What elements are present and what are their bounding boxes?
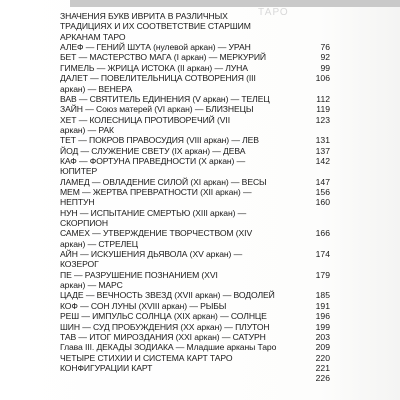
- toc-line: [0, 21, 400, 31]
- toc-line: [0, 135, 400, 145]
- toc-entry-text: аркан) — СТРЕЛЕЦ: [60, 238, 139, 249]
- toc-entry-text: КОФ — СОН ЛУНЫ (XVIII аркан) — РЫБЫ: [60, 300, 227, 311]
- toc-entry-text: РЕШ — ИМПУЛЬС СОЛНЦА (XIX аркан) — СОЛНЦЕ: [60, 311, 267, 322]
- toc-entry-text: АРКАНАМ ТАРО: [60, 31, 126, 42]
- toc-page-number: 174: [315, 249, 330, 259]
- toc-line: [0, 104, 400, 114]
- toc-line: [0, 373, 400, 383]
- toc-line: [0, 115, 400, 125]
- toc-line: [0, 280, 400, 290]
- toc-entry-text: ГИМЕЛЬ — ЖРИЦА ИСТОКА (II аркан) — ЛУНА: [60, 62, 248, 73]
- toc-page-number: 191: [315, 300, 330, 311]
- toc-line: [0, 239, 400, 249]
- toc-entry-text: аркан) — ВЕНЕРА: [60, 83, 133, 94]
- toc-entry-text: аркан) — МАРС: [60, 280, 123, 291]
- toc-entry-text: САМЕХ — УТВЕРЖДЕНИЕ ТВОРЧЕСТВОМ (XIV: [60, 228, 253, 239]
- toc-entry-text: ТАВ — ИТОГ МИРОЗДАНИЯ (XXI аркан) — САТУРН: [60, 331, 266, 342]
- toc-line: [0, 197, 400, 207]
- toc-entry-text: ЗНАЧЕНИЯ БУКВ ИВРИТА В РАЗЛИЧНЫХ: [60, 11, 228, 21]
- toc-entry-text: ЗАЙН — Союз матерей (VI аркан) — БЛИЗНЕЦЫ: [60, 104, 254, 115]
- toc-page-number: 220: [315, 352, 330, 363]
- toc-line: [0, 363, 400, 373]
- toc-page-number: 209: [315, 342, 330, 353]
- toc-entry-text: НУН — ИСПЫТАНИЕ СМЕРТЬЮ (XIII аркан) —: [60, 207, 247, 218]
- toc-page-number: 99: [320, 62, 330, 73]
- toc-entry-text: ЛАМЕД — ОВЛАДЕНИЕ СИЛОЙ (XI аркан) — ВЕСЫ: [60, 176, 267, 187]
- toc-line: [0, 63, 400, 73]
- toc-entry-text: НЕПТУН: [60, 197, 95, 208]
- toc-line: [0, 146, 400, 156]
- toc-entry-text: СКОРПИОН: [60, 218, 108, 228]
- toc-entry-text: ЧЕТЫРЕ СТИХИИ И СИСТЕМА КАРТ ТАРО: [60, 352, 233, 363]
- toc-page-number: 185: [315, 290, 330, 301]
- toc-entry-text: КОНФИГУРАЦИИ КАРТ: [60, 362, 153, 373]
- toc-line: [0, 228, 400, 238]
- toc-entry-text: аркан) — РАК: [60, 124, 114, 135]
- toc-line: [0, 156, 400, 166]
- toc-page-number: 142: [315, 155, 330, 166]
- toc-page-number: 179: [315, 269, 330, 280]
- toc-line: [0, 353, 400, 363]
- toc-page-number: 106: [315, 73, 330, 84]
- toc-page-number: 221: [315, 362, 330, 373]
- toc-line: [0, 11, 400, 21]
- toc-page-number: 119: [316, 104, 330, 115]
- toc-entry-text: ЙОД — СЛУЖЕНИЕ СВЕТУ (IX аркан) — ДЕВА: [60, 145, 246, 156]
- toc-entry-text: МЕМ — ЖЕРТВА ПРЕВРАТНОСТИ (XII аркан) —: [60, 186, 252, 197]
- toc-line: [0, 73, 400, 83]
- toc-line: [0, 311, 400, 321]
- toc-line: [0, 187, 400, 197]
- toc-line: [0, 259, 400, 269]
- toc-page-number: 226: [315, 373, 330, 384]
- toc-line: [0, 42, 400, 52]
- toc-line: [0, 270, 400, 280]
- toc-page-number: 156: [315, 186, 330, 197]
- toc-line: [0, 322, 400, 332]
- toc-line: [0, 342, 400, 352]
- toc-entry-text: ХЕТ — КОЛЕСНИЦА ПРОТИВОРЕЧИЙ (VII: [60, 114, 230, 125]
- toc-page-number: 199: [315, 321, 330, 332]
- toc-entry-text: АЛЕФ — ГЕНИЙ ШУТА (нулевой аркан) — УРАН: [60, 42, 251, 52]
- toc-page-number: 196: [315, 311, 330, 322]
- toc-entry-text: ПЕ — РАЗРУШЕНИЕ ПОЗНАНИЕМ (XVI: [60, 269, 218, 280]
- toc-page-number: 131: [315, 135, 330, 146]
- toc-page-number: 92: [320, 52, 330, 63]
- toc-line: [0, 84, 400, 94]
- toc-line: [0, 218, 400, 228]
- toc-entry-text: ШИН — СУД ПРОБУЖДЕНИЯ (XX аркан) — ПЛУТОН: [60, 321, 270, 332]
- toc-line: [0, 208, 400, 218]
- toc-page-number: 137: [315, 145, 330, 156]
- toc-line: [0, 94, 400, 104]
- toc-page-number: 123: [315, 114, 330, 125]
- toc-page-number: 112: [316, 93, 330, 104]
- toc-entry-text: ТЕТ — ПОКРОВ ПРАВОСУДИЯ (VIII аркан) — ЛЕВ: [60, 135, 259, 146]
- toc-entry-text: ТРАДИЦИЯХ И ИХ СООТВЕТСТВИЕ СТАРШИМ: [60, 21, 251, 32]
- toc-line: [0, 125, 400, 135]
- toc-line: [0, 166, 400, 176]
- toc-page-number: 76: [320, 42, 330, 52]
- toc-line: [0, 52, 400, 62]
- toc-entry-text: АЙН — ИСКУШЕНИЯ ДЬЯВОЛА (XV аркан) —: [60, 249, 243, 259]
- toc-page-number: 203: [315, 331, 330, 342]
- toc-line: [0, 332, 400, 342]
- running-header: ТАРО: [258, 7, 289, 18]
- toc-entry-text: ЦАДЕ — ВЕЧНОСТЬ ЗВЕЗД (XVII аркан) — ВОДОЛЕЙ: [60, 290, 275, 301]
- toc-entry-text: БЕТ — МАСТЕРСТВО МАГА (I аркан) — МЕРКУРИЙ: [60, 52, 266, 63]
- toc-page-number: 160: [315, 197, 330, 208]
- toc-entry-text: ЮПИТЕР: [60, 166, 98, 177]
- toc-entry-text: Глава III. ДЕКАДЫ ЗОДИАКА — Младшие арканы Таро: [60, 342, 277, 353]
- toc-line: [0, 32, 400, 42]
- toc-entry-text: КАФ — ФОРТУНА ПРАВЕДНОСТИ (X аркан) —: [60, 155, 246, 166]
- toc-line: [0, 177, 400, 187]
- toc-line: [0, 301, 400, 311]
- toc-entry-text: ВАВ — СВЯТИТЕЛЬ ЕДИНЕНИЯ (V аркан) — ТЕЛЕЦ: [60, 93, 270, 104]
- toc-page-number: 166: [315, 228, 330, 239]
- toc-line: [0, 290, 400, 300]
- toc-entry-text: КОЗЕРОГ: [60, 259, 99, 270]
- toc-line: [0, 249, 400, 259]
- toc-page-number: 147: [315, 176, 330, 187]
- toc-entry-text: ДАЛЕТ — ПОВЕЛИТЕЛЬНИЦА СОТВОРЕНИЯ (III: [60, 73, 256, 84]
